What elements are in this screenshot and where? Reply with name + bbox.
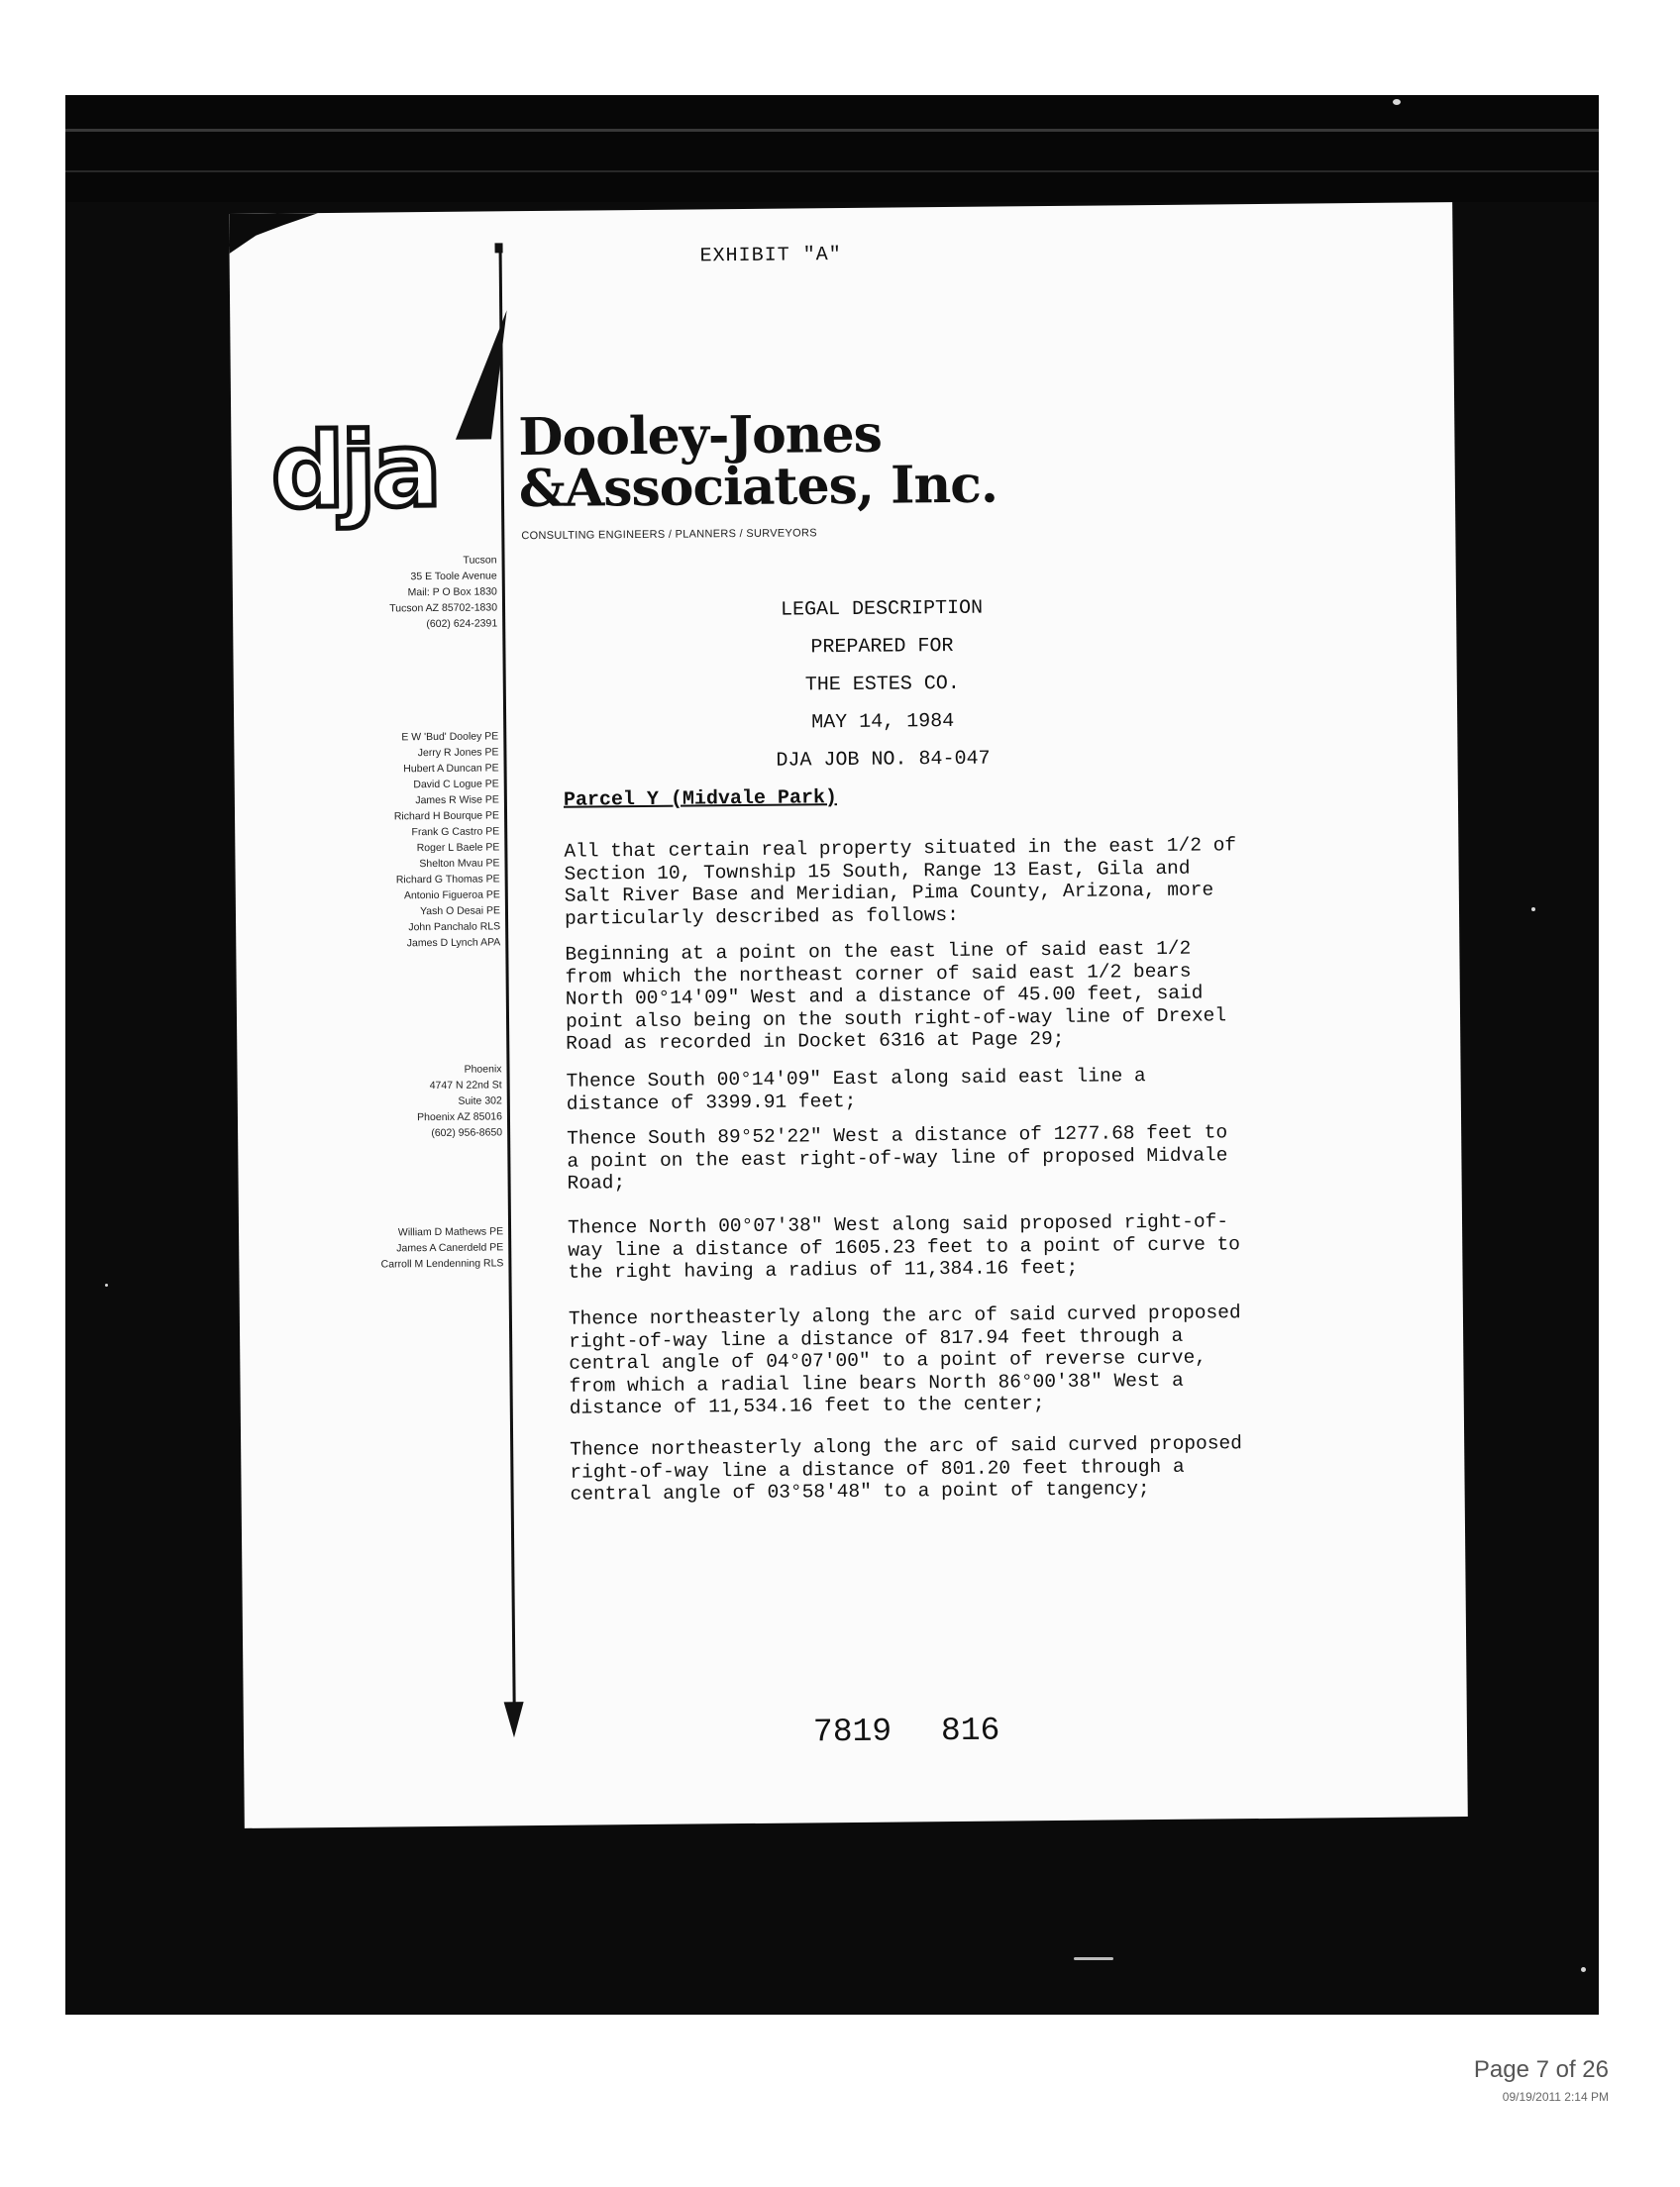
staff-name: James A Canerdeld PE: [396, 1241, 504, 1255]
job-number: DJA JOB NO. 84-047: [776, 747, 991, 773]
staff-name: Roger L Baele PE: [416, 841, 500, 855]
office-city: Tucson: [463, 554, 497, 567]
phoenix-office-block: [417, 1061, 503, 1141]
description-paragraph: Thence South 89°52'22" West a distance of 1277.68 feet to a point on the east right-of-way line of proposed Midvale Road;: [567, 1121, 1228, 1195]
client-name: THE ESTES CO.: [804, 672, 960, 697]
prepared-for-heading: PREPARED FOR: [810, 634, 954, 660]
company-name-line2: &Associates, Inc.: [518, 454, 998, 520]
logo-flag-mark: [456, 310, 513, 440]
address-line: 35 E Toole Avenue: [410, 570, 497, 583]
address-line: 4747 N 22nd St: [429, 1079, 502, 1093]
staff-name: John Panchalo RLS: [408, 920, 501, 934]
address-line: Suite 302: [458, 1094, 502, 1107]
staff-name: Carroll M Lendenning RLS: [380, 1257, 504, 1271]
divider-arrow-icon: [504, 1702, 524, 1737]
staff-name: E W 'Bud' Dooley PE: [401, 730, 499, 744]
address-line: (602) 956-8650: [431, 1126, 503, 1140]
scan-artifact-line: [65, 129, 1599, 132]
staff-name: Yash O Desai PE: [419, 904, 501, 918]
staff-name: Richard G Thomas PE: [395, 873, 500, 886]
staff-name: Hubert A Duncan PE: [403, 762, 499, 776]
scan-artifact-line: [65, 170, 1599, 172]
staff-name: Antonio Figueroa PE: [403, 888, 500, 902]
document-date: MAY 14, 1984: [811, 709, 955, 735]
scan-speck: [1581, 1967, 1586, 1972]
tucson-office-block: [389, 552, 498, 632]
letterhead-divider-line: [499, 251, 516, 1707]
scan-frame: [65, 95, 1599, 2015]
phoenix-staff-list: [380, 1223, 503, 1272]
letterhead-page: [229, 202, 1468, 1828]
office-city: Phoenix: [464, 1063, 502, 1076]
staff-name: William D Mathews PE: [397, 1225, 504, 1239]
staff-name: Shelton Mvau PE: [419, 857, 500, 871]
staff-list: [393, 728, 500, 951]
company-tagline: CONSULTING ENGINEERS / PLANNERS / SURVEYORS: [521, 527, 817, 543]
staff-name: David C Logue PE: [413, 778, 499, 791]
company-name-line1: Dooley-Jones: [518, 403, 883, 469]
staff-name: Richard H Bourque PE: [393, 809, 500, 823]
scan-speck: [105, 1284, 108, 1287]
staff-name: James D Lynch APA: [406, 936, 501, 950]
dja-logo: dja: [270, 408, 439, 532]
description-paragraph: Thence North 00°07'38" West along said proposed right-of- way line a distance of 1605.23 feet to a point of curve to the right having a radius of 11,384.16 feet;: [567, 1210, 1241, 1284]
scan-top-band: [65, 95, 1599, 202]
address-line: Phoenix AZ 85016: [417, 1110, 503, 1124]
description-paragraph: Thence South 00°14'09" East along said east line a distance of 3399.91 feet;: [566, 1065, 1146, 1115]
exhibit-label: EXHIBIT "A": [699, 244, 842, 268]
staff-name: James R Wise PE: [415, 793, 499, 807]
description-paragraph: All that certain real property situated in the east 1/2 of Section 10, Township 15 South, Range 13 East, Gila and Salt River Base and Meridian, Pima County, Arizona, more particularly described as follows:: [564, 834, 1237, 930]
scan-speck: [1393, 99, 1401, 105]
address-line: (602) 624-2391: [426, 617, 498, 631]
torn-corner: [229, 213, 318, 254]
staff-name: Jerry R Jones PE: [417, 746, 499, 760]
scan-speck: [1074, 1957, 1113, 1960]
print-datetime: 09/19/2011 2:14 PM: [1502, 2090, 1609, 2104]
staff-name: Frank G Castro PE: [411, 825, 500, 839]
description-paragraph: Thence northeasterly along the arc of said curved proposed right-of-way line a distance of 817.94 feet through a central angle of 04°07'00" to a point of reverse curve, from which a radial line bears North 86°00'38" West a distance of 11,534.16 feet to the center;: [568, 1302, 1241, 1419]
address-line: Tucson AZ 85702-1830: [389, 601, 498, 615]
description-paragraph: Beginning at a point on the east line of said east 1/2 from which the northeast corner of said east 1/2 bears North 00°14'09" West and a distance of 45.00 feet, said point also being on the south right-of-way line of Drexel Road as recorded in Docket 6316 at Page 29;: [565, 937, 1227, 1055]
description-paragraph: Thence northeasterly along the arc of said curved proposed right-of-way line a distance of 801.20 feet through a central angle of 03°58'48" to a point of tangency;: [570, 1432, 1242, 1506]
parcel-title: Parcel Y (Midvale Park): [563, 786, 838, 812]
recording-stamp: 7819 816: [812, 1712, 1000, 1751]
page-number: Page 7 of 26: [1473, 2056, 1609, 2083]
address-line: Mail: P O Box 1830: [407, 585, 497, 599]
scan-speck: [1531, 907, 1535, 911]
legal-description-heading: LEGAL DESCRIPTION: [780, 596, 984, 622]
